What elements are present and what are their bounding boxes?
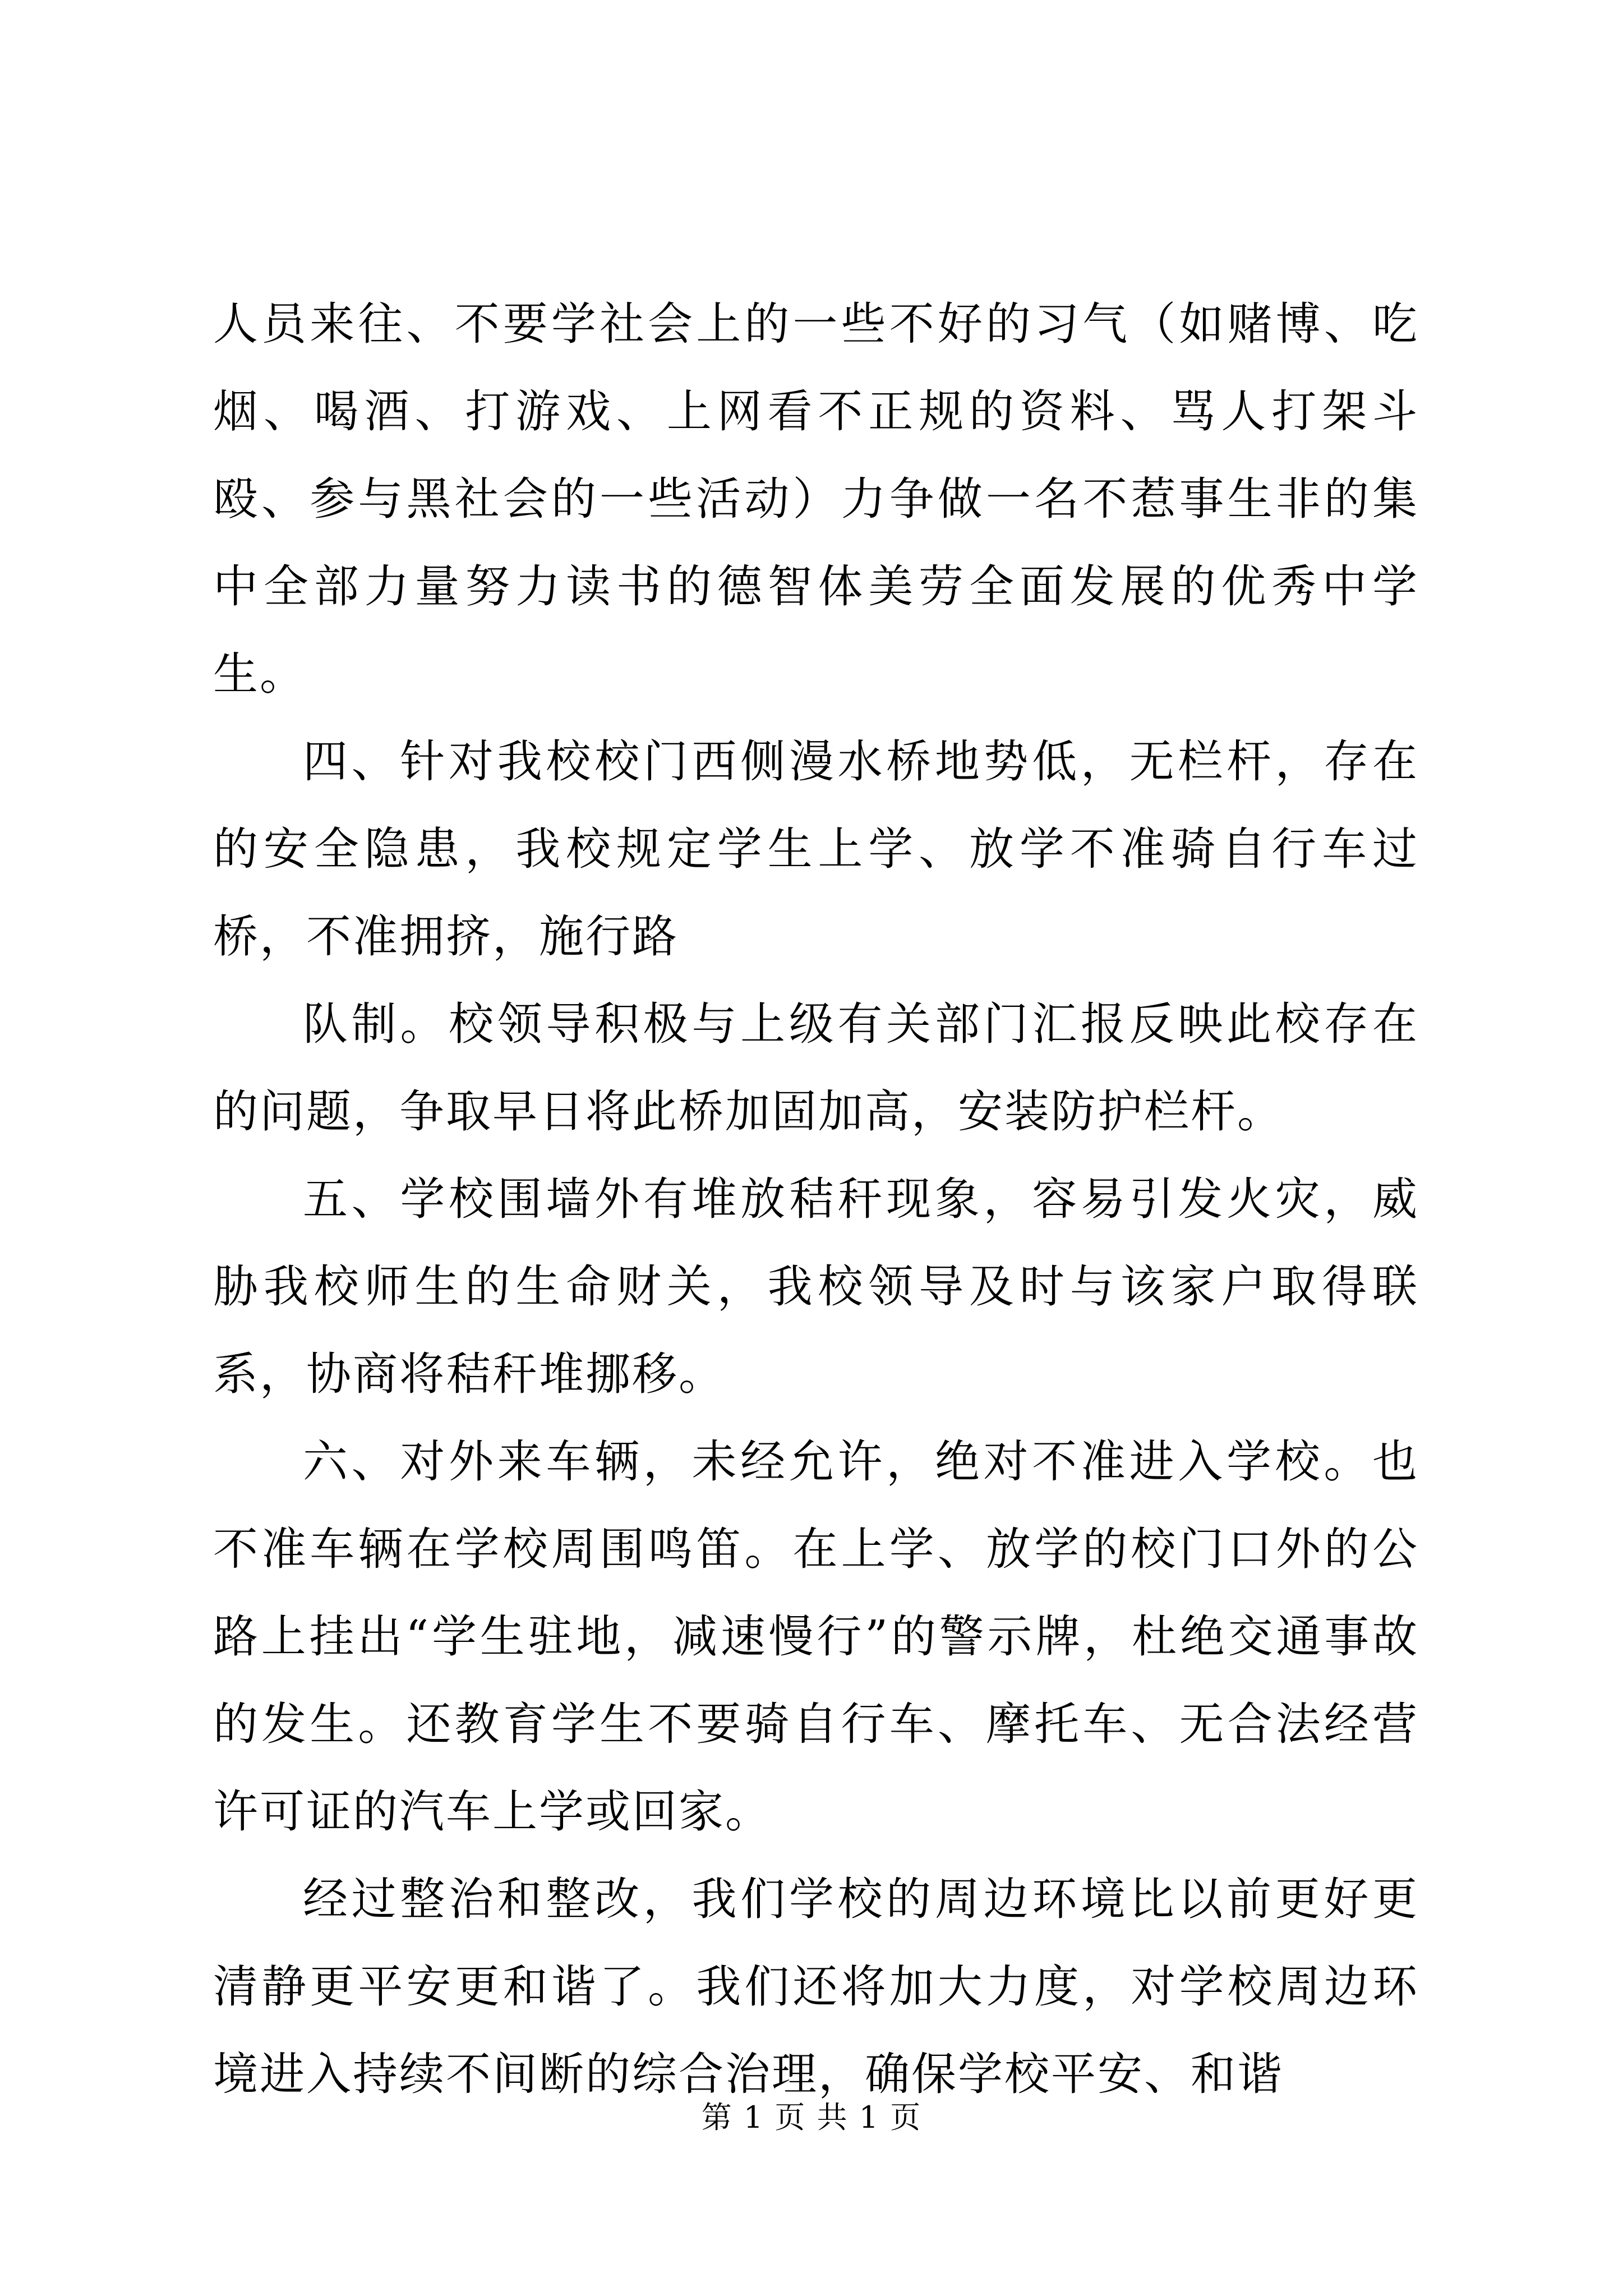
paragraph-continuation: 人员来往、不要学社会上的一些不好的习气（如赌博、吃烟、喝酒、打游戏、上网看不正规的资料、骂人打架斗殴、参与黑社会的一些活动）力争做一名不惹事生非的集中全部力量努力读书的德智体美劳全面发展的优秀中学生。 [213,298,1419,700]
document-body [213,280,1419,2118]
paragraph-item-six: 六、对外来车辆，未经允许，绝对不准进入学校。也不准车辆在学校周围鸣笛。在上学、放学的校门口外的公路上挂出“学生驻地，减速慢行”的警示牌，杜绝交通事故的发生。还教育学生不要骑自行车、摩托车、无合法经营许可证的汽车上学或回家。 [213,1435,1419,1838]
page-footer [0,2095,1623,2140]
paragraph-conclusion: 经过整治和整改，我们学校的周边环境比以前更好更清静更平安更和谐了。我们还将加大力度，对学校周边环境进入持续不间断的综合治理，确保学校平安、和谐 [213,1873,1419,2100]
paragraph-item-four: 四、针对我校校门西侧漫水桥地势低，无栏杆，存在的安全隐患，我校规定学生上学、放学不准骑自行车过桥，不准拥挤，施行路 [213,735,1419,963]
paragraph-item-five: 五、学校围墙外有堆放秸秆现象，容易引发火灾，威胁我校师生的生命财关，我校领导及时与该家户取得联系，协商将秸秆堆挪移。 [213,1173,1419,1400]
paragraph-item-four-continued: 队制。校领导积极与上级有关部门汇报反映此校存在的问题，争取早日将此桥加固加高，安装防护栏杆。 [213,998,1419,1138]
page-number-label: 第 1 页 共 1 页 [701,2100,922,2135]
